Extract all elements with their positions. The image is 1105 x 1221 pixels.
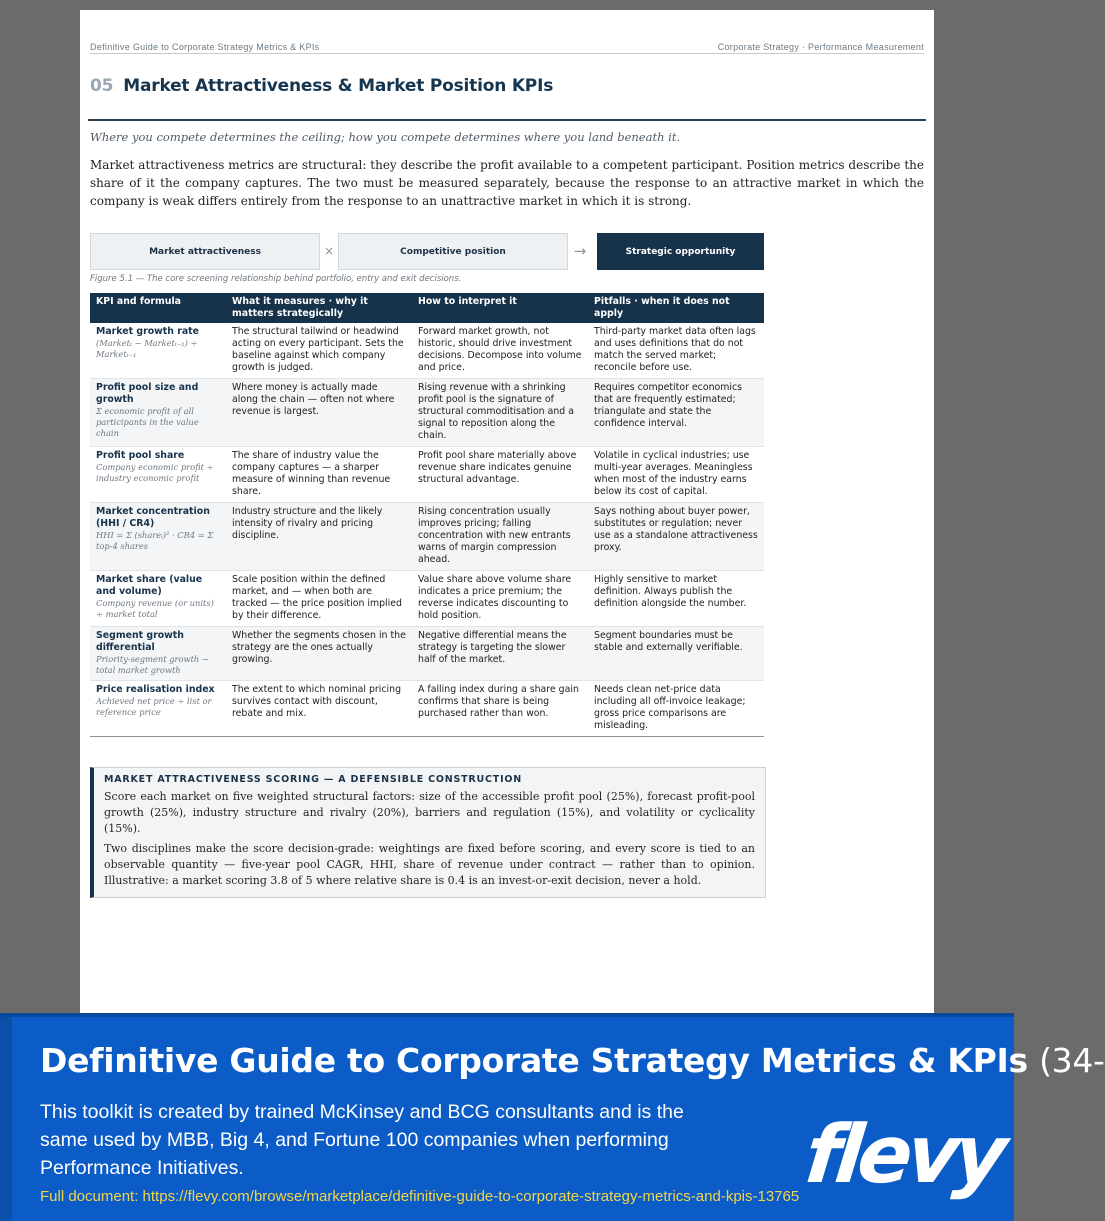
banner-description: This toolkit is created by trained McKinsey and BCG consultants and is the same used by MBB, Big 4, and Fortune 100 companies when performing Performance Initiatives.: [40, 1101, 684, 1179]
table-row: [90, 379, 764, 447]
interpret-cell: Forward market growth, not historic, should drive investment decisions. Decompose into volume and price.: [412, 323, 588, 379]
callout-paragraph-2: Two disciplines make the score decision-grade: weightings are fixed before scoring, and every score is tied to an observable quantity — five-year pool CAGR, HHI, share of revenue under contract — rather than to opinion. Illustrative: a market scoring 3.8 of 5 where relative share is 0.4 is an invest-or-exit decision, never a hold.: [104, 842, 755, 887]
figure-times-operator: ×: [323, 244, 335, 258]
kpi-name: Profit pool size and growth: [96, 382, 199, 405]
table-row: [90, 627, 764, 681]
measures-cell: Where money is actually made along the chain — often not where revenue is largest.: [226, 379, 412, 447]
table-row: [90, 681, 764, 737]
measures-cell: Whether the segments chosen in the strategy are the ones actually growing.: [226, 627, 412, 681]
kpi-formula: Σ economic profit of all participants in the value chain: [96, 406, 199, 438]
callout-paragraph-1: Score each market on five weighted structural factors: size of the accessible profit pool (25%), forecast profit-pool growth (25%), industry structure and rivalry (20%), barriers and regulation (15%), and volatility or cyclicality (15%).: [104, 790, 755, 835]
figure-box-attractiveness: Market attractiveness: [90, 233, 320, 270]
kpi-formula: Priority-segment growth − total market growth: [96, 654, 209, 675]
table-row: [90, 323, 764, 379]
table-header-row: [90, 293, 764, 323]
banner-edge: [0, 1013, 12, 1221]
interpret-cell: Rising revenue with a shrinking profit pool is the signature of structural commoditisation and a signal to reposition along the chain.: [412, 379, 588, 447]
measures-cell: The structural tailwind or headwind acting on every participant. Sets the baseline against which company growth is judged.: [226, 323, 412, 379]
table-header-interpret: How to interpret it: [412, 293, 588, 323]
pitfalls-cell: Volatile in cyclical industries; use multi-year averages. Meaningless when most of the industry earns below its cost of capital.: [588, 447, 764, 503]
callout-heading: MARKET ATTRACTIVENESS SCORING — A DEFENSIBLE CONSTRUCTION: [104, 774, 523, 785]
kpi-cell: [90, 323, 226, 379]
table-header-measures: What it measures · why it matters strategically: [226, 293, 412, 323]
kpi-name: Market growth rate: [96, 326, 200, 337]
table-row: [90, 571, 764, 627]
section-number: 05: [90, 76, 114, 96]
figure-box-opportunity: Strategic opportunity: [597, 233, 764, 270]
kpi-formula: HHI = Σ (shareᵢ)² · CR4 = Σ top-4 shares: [96, 530, 214, 551]
kpi-cell: [90, 681, 226, 737]
banner-url-link[interactable]: Full document: https://flevy.com/browse/marketplace/definitive-guide-to-corporate-strategy-metrics-and-kpis-13765: [40, 1188, 800, 1205]
banner-title-text: Definitive Guide to Corporate Strategy Metrics & KPIs: [40, 1041, 1028, 1080]
kpi-cell: [90, 379, 226, 447]
figure-caption: Figure 5.1 — The core screening relationship behind portfolio, entry and exit decisions.: [90, 274, 462, 284]
banner-title-suffix: (34-: [1039, 1041, 1105, 1080]
pitfalls-cell: Highly sensitive to market definition. Always publish the definition alongside the number.: [588, 571, 764, 627]
figure-box-position: Competitive position: [338, 233, 568, 270]
pitfalls-cell: Says nothing about buyer power, substitutes or regulation; never use as a standalone attractiveness proxy.: [588, 503, 764, 571]
intro-paragraph: Market attractiveness metrics are structural: they describe the profit available to a competent participant. Position metrics describe the share of it the company captures. The two must be measured separately, because the response to an attractive market in which the company is weak differs entirely from the response to an unattractive market in which it is strong.: [90, 158, 924, 208]
table-row: [90, 447, 764, 503]
kpi-formula: (Marketₜ − Marketₜ₋₁) ÷ Marketₜ₋₁: [96, 338, 198, 359]
measures-cell: The extent to which nominal pricing survives contact with discount, rebate and mix.: [226, 681, 412, 737]
kpi-name: Profit pool share: [96, 450, 185, 461]
kpi-cell: [90, 503, 226, 571]
interpret-cell: Value share above volume share indicates a price premium; the reverse indicates discounting to hold position.: [412, 571, 588, 627]
promo-banner: [0, 1013, 1105, 1221]
interpret-cell: Rising concentration usually improves pricing; falling concentration with new entrants warns of margin compression ahead.: [412, 503, 588, 571]
running-header-left: Definitive Guide to Corporate Strategy Metrics & KPIs: [90, 42, 320, 52]
screening-figure: [90, 233, 764, 270]
kpi-name: Price realisation index: [96, 684, 215, 695]
section-title-text: Market Attractiveness & Market Position KPIs: [123, 76, 554, 96]
banner-title: [40, 1041, 1105, 1080]
table-row: [90, 503, 764, 571]
kpi-cell: [90, 447, 226, 503]
flevy-logo: flevy: [801, 1108, 1007, 1201]
title-rule: [88, 119, 926, 121]
running-header-right: Corporate Strategy · Performance Measurement: [717, 42, 924, 52]
interpret-cell: Negative differential means the strategy is targeting the slower half of the market.: [412, 627, 588, 681]
kpi-name: Market concentration (HHI / CR4): [96, 506, 210, 529]
scoring-callout: [90, 767, 766, 898]
interpret-cell: Profit pool share materially above revenue share indicates genuine structural advantage.: [412, 447, 588, 503]
section-title: [90, 76, 553, 96]
interpret-cell: A falling index during a share gain confirms that share is being purchased rather than won.: [412, 681, 588, 737]
measures-cell: Industry structure and the likely intensity of rivalry and pricing discipline.: [226, 503, 412, 571]
kpi-name: Segment growth differential: [96, 630, 184, 653]
section-lede: Where you compete determines the ceiling; how you compete determines where you land beneath it.: [90, 130, 681, 144]
measures-cell: The share of industry value the company captures — a sharper measure of winning than revenue share.: [226, 447, 412, 503]
kpi-formula: Company revenue (or units) ÷ market total: [96, 598, 214, 619]
kpi-cell: [90, 571, 226, 627]
table-header-pitfalls: Pitfalls · when it does not apply: [588, 293, 764, 323]
pitfalls-cell: Third-party market data often lags and uses definitions that do not match the served market; reconcile before use.: [588, 323, 764, 379]
table-header-kpi: KPI and formula: [90, 293, 226, 323]
running-header: [90, 42, 924, 54]
kpi-cell: [90, 627, 226, 681]
kpi-name: Market share (value and volume): [96, 574, 203, 597]
banner-top-line: [0, 1013, 1014, 1017]
measures-cell: Scale position within the defined market, and — when both are tracked — the price position implied by their difference.: [226, 571, 412, 627]
figure-arrow-icon: →: [573, 242, 587, 260]
kpi-formula: Achieved net price ÷ list or reference price: [96, 696, 212, 717]
kpi-table: [90, 293, 764, 737]
pitfalls-cell: Segment boundaries must be stable and externally verifiable.: [588, 627, 764, 681]
pitfalls-cell: Requires competitor economics that are frequently estimated; triangulate and state the confidence interval.: [588, 379, 764, 447]
kpi-formula: Company economic profit ÷ industry economic profit: [96, 462, 214, 483]
pitfalls-cell: Needs clean net-price data including all off-invoice leakage; gross price comparisons are misleading.: [588, 681, 764, 737]
